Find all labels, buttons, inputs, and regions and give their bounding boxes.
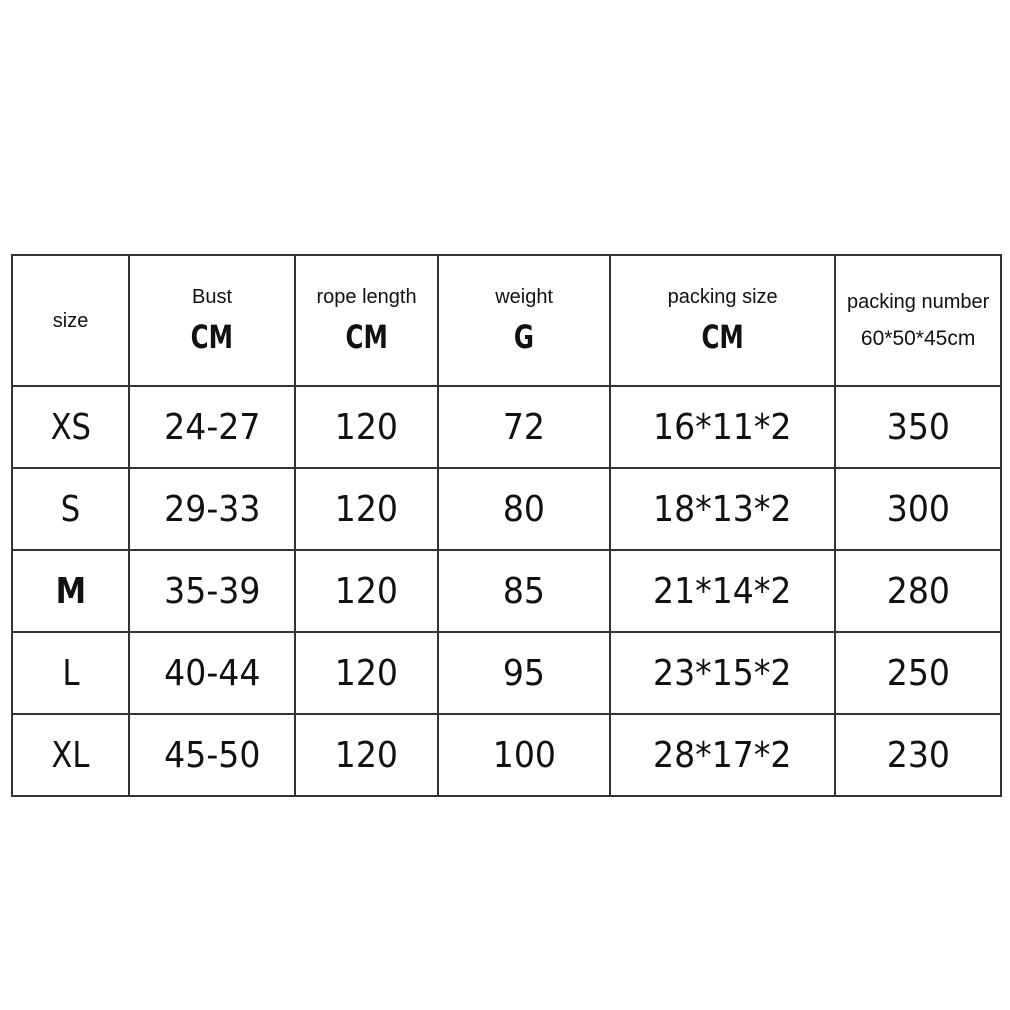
cell-weight (438, 632, 610, 714)
cell-size (12, 386, 129, 468)
table-row (12, 714, 1001, 796)
header-row (12, 255, 1001, 386)
bust-value: 45-50 (163, 734, 261, 776)
header-packing-size (610, 255, 835, 386)
packing-number-value: 300 (886, 488, 950, 530)
header-bust-label: Bust (191, 285, 233, 308)
table-row (12, 386, 1001, 468)
cell-rope (295, 550, 438, 632)
cell-size (12, 550, 129, 632)
table-row (12, 468, 1001, 550)
size-label: XS (50, 406, 91, 448)
rope-value: 120 (334, 734, 399, 776)
table-row (12, 550, 1001, 632)
cell-weight (438, 550, 610, 632)
packing-number-value: 230 (886, 734, 950, 776)
header-weight (438, 255, 610, 386)
weight-value: 100 (492, 734, 556, 776)
cell-packing-number (835, 714, 1001, 796)
packing-size-value: 28*17*2 (653, 734, 792, 776)
header-rope-length (295, 255, 438, 386)
header-weight-unit: G (514, 317, 535, 356)
header-size-label: size (52, 309, 89, 332)
rope-value: 120 (334, 406, 399, 448)
cell-bust (129, 714, 295, 796)
cell-bust (129, 550, 295, 632)
header-size (12, 255, 129, 386)
cell-bust (129, 386, 295, 468)
header-bust (129, 255, 295, 386)
bust-value: 29-33 (163, 488, 261, 530)
cell-bust (129, 468, 295, 550)
header-packing-number-unit: 60*50*45cm (860, 326, 976, 350)
cell-rope (295, 632, 438, 714)
cell-bust (129, 632, 295, 714)
cell-weight (438, 714, 610, 796)
header-packing-number-label: packing number (846, 290, 990, 313)
cell-packing-number (835, 468, 1001, 550)
packing-number-value: 250 (886, 652, 950, 694)
size-label: M (55, 570, 86, 612)
rope-value: 120 (334, 652, 399, 694)
header-bust-unit: CM (190, 317, 234, 356)
weight-value: 80 (503, 488, 546, 530)
cell-size (12, 714, 129, 796)
header-packing-size-unit: CM (701, 317, 744, 356)
cell-rope (295, 468, 438, 550)
cell-packing-number (835, 632, 1001, 714)
packing-size-value: 18*13*2 (653, 488, 792, 530)
rope-value: 120 (334, 570, 399, 612)
header-packing-size-label: packing size (667, 285, 778, 308)
cell-packing-size (610, 468, 835, 550)
packing-size-value: 23*15*2 (653, 652, 792, 694)
size-label: L (62, 652, 80, 694)
packing-size-value: 16*11*2 (653, 406, 792, 448)
rope-value: 120 (334, 488, 399, 530)
size-chart-table (11, 254, 1002, 797)
header-rope-label: rope length (316, 285, 417, 308)
header-weight-label: weight (495, 285, 554, 308)
cell-packing-size (610, 632, 835, 714)
cell-size (12, 468, 129, 550)
weight-value: 72 (503, 406, 546, 448)
bust-value: 24-27 (163, 406, 261, 448)
header-rope-unit: CM (345, 317, 388, 356)
cell-packing-number (835, 386, 1001, 468)
header-packing-number (835, 255, 1001, 386)
packing-size-value: 21*14*2 (653, 570, 792, 612)
bust-value: 40-44 (163, 652, 261, 694)
weight-value: 95 (503, 652, 546, 694)
cell-rope (295, 714, 438, 796)
size-label: S (60, 488, 81, 530)
cell-weight (438, 468, 610, 550)
cell-packing-size (610, 386, 835, 468)
size-label: XL (51, 734, 90, 776)
table-row (12, 632, 1001, 714)
cell-weight (438, 386, 610, 468)
weight-value: 85 (503, 570, 546, 612)
packing-number-value: 280 (886, 570, 950, 612)
cell-packing-size (610, 714, 835, 796)
cell-rope (295, 386, 438, 468)
bust-value: 35-39 (163, 570, 261, 612)
cell-packing-size (610, 550, 835, 632)
packing-number-value: 350 (886, 406, 950, 448)
cell-size (12, 632, 129, 714)
cell-packing-number (835, 550, 1001, 632)
